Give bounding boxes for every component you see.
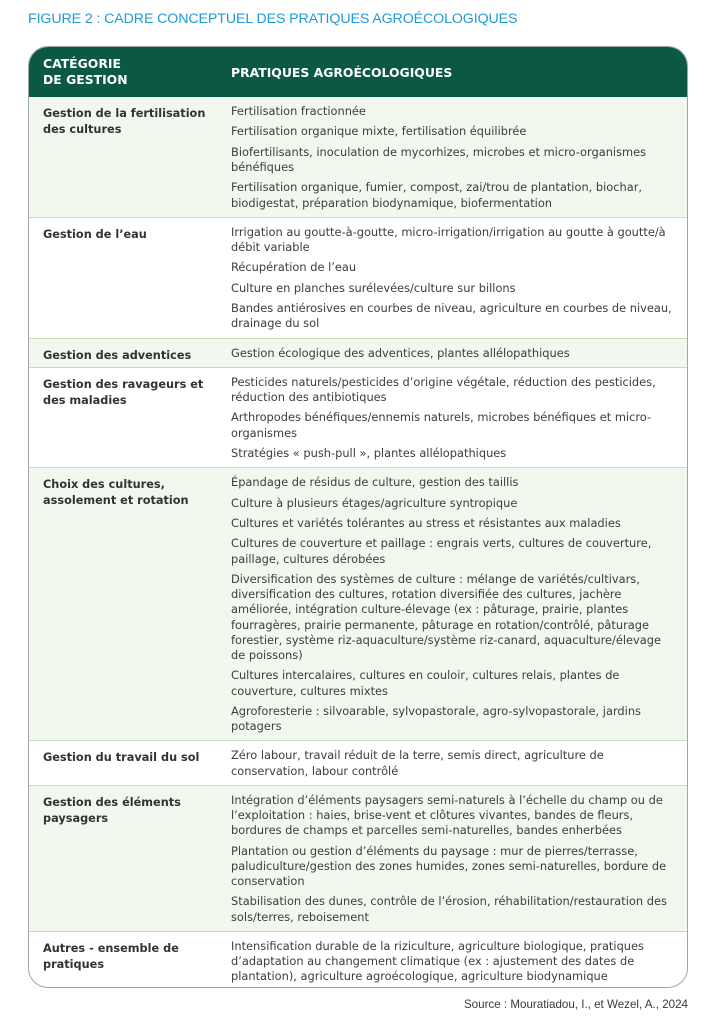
table-row [29,467,687,740]
practice-item: Plantation ou gestion d’éléments du paysage : mur de pierres/terrasse, paludiculture/gestion des zones humides, zones semi-naturelles, bordure de conservation [231,843,667,888]
table-row [29,740,687,784]
practices-cell [217,932,687,988]
practice-item: Cultures intercalaires, cultures en couloir, cultures relais, plantes de couverture, cultures mixtes [231,668,620,698]
practices-cell [217,218,687,338]
practices-cell [217,741,687,784]
table-row [29,97,687,217]
practices-table [28,46,688,988]
table-row [29,338,687,367]
practice-item: Agroforesterie : silvoarable, sylvopastorale, agro-sylvopastorale, jardins potagers [231,703,641,734]
category-cell: Gestion des adventices [43,348,192,362]
category-cell: Gestion de la fertilisation des cultures [43,107,206,136]
practice-item: Culture à plusieurs étages/agriculture syntropique [231,495,518,510]
practice-item: Cultures de couverture et paillage : engrais verts, cultures de couverture, paillage, cultures dérobées [231,536,652,566]
header-category-line2: DE GESTION [43,72,128,87]
practice-item: Fertilisation organique, fumier, compost, zai/trou de plantation, biochar, biodigestat, préparation biodynamique, biofermentation [231,180,643,210]
table-row [29,217,687,338]
practice-item: Fertilisation fractionnée [231,104,366,118]
category-cell: Autres - ensemble de pratiques [43,941,179,971]
category-cell: Gestion des ravageurs et des maladies [43,377,204,407]
category-cell: Gestion du travail du sol [43,751,200,765]
practice-item: Biofertilisants, inoculation de mycorhizes, microbes et micro-organismes bénéfiques [231,144,647,174]
category-cell: Gestion des éléments paysagers [43,795,181,825]
table-row [29,931,687,988]
practice-item: Épandage de résidus de culture, gestion des taillis [231,475,519,490]
practice-item: Arthropodes bénéfiques/ennemis naturels, microbes bénéfiques et micro-organismes [231,410,652,440]
practice-item: Pesticides naturels/pesticides d’origine végétale, réduction des pesticides, réduction des antibiotiques [231,374,656,404]
table-header [29,47,687,97]
header-category-line1: CATÉGORIE [43,56,121,71]
practice-item: Stratégies « push-pull », plantes allélopathiques [231,445,507,460]
figure-title: FIGURE 2 : CADRE CONCEPTUEL DES PRATIQUES AGROÉCOLOGIQUES [28,11,518,27]
header-practices: PRATIQUES AGROÉCOLOGIQUES [231,64,453,80]
practice-item: Culture en planches surélevées/culture sur billons [231,280,516,295]
practices-cell [217,786,687,931]
practices-cell [217,97,687,217]
source-citation: Source : Mouratiadou, I., et Wezel, A., 2024 [463,998,688,1011]
practices-cell [217,339,687,367]
practice-item: Diversification des systèmes de culture : mélange de variétés/cultivars, diversification des cultures, rotation diversifiée des cultures, jachère améliorée, intégration culture-élevage (ex : pâturage, prairie, plantes fourragères, prairie permanente, pâturage en rotation/contrôlé, pâturage forestier, système riz-aquaculture/système riz-canard, aquaculture/élevage de poissons) [231,571,661,662]
practice-item: Irrigation au goutte-à-goutte, micro-irrigation/irrigation au goutte à goutte/à débit variable [231,224,666,254]
practice-item: Récupération de l’eau [231,260,357,275]
category-cell: Gestion de l’eau [43,227,147,241]
practice-item: Cultures et variétés tolérantes au stress et résistantes aux maladies [231,515,621,530]
practice-item: Fertilisation organique mixte, fertilisation équilibrée [231,124,527,139]
practice-item: Zéro labour, travail réduit de la terre, semis direct, agriculture de conservation, labour contrôlé [231,748,604,778]
table-row [29,367,687,467]
table-body [29,97,687,988]
practice-item: Gestion écologique des adventices, plantes allélopathiques [231,345,570,360]
practice-item: Intégration d’éléments paysagers semi-naturels à l’échelle du champ ou de l’exploitation : haies, brise-vent et clôtures vivantes, bandes de fleurs, bordures de champs et parcelles semi-naturelles, bandes enherbées [231,792,663,838]
practices-cell [217,368,687,467]
practice-item: Stabilisation des dunes, contrôle de l’érosion, réhabilitation/restauration des sols/terres, reboisement [231,894,667,924]
header-category [29,56,217,88]
category-cell: Choix des cultures, assolement et rotation [43,478,189,508]
practice-item: Bandes antiérosives en courbes de niveau, agriculture en courbes de niveau, drainage du sol [231,301,672,331]
table-row [29,785,687,931]
practice-item: Intensification durable de la riziculture, agriculture biologique, pratiques d’adaptation au changement climatique (ex : ajustement des dates de plantation), agriculture agroécologique, agriculture biodynamique [231,938,644,984]
practices-cell [217,468,687,740]
